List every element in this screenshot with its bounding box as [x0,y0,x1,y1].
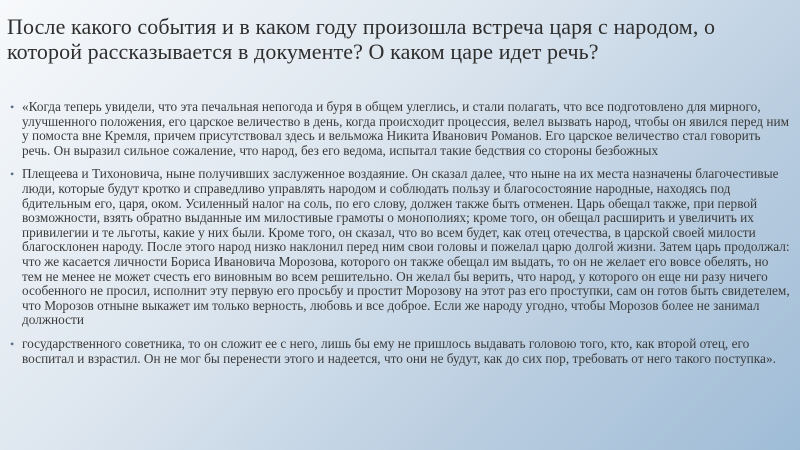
paragraph-text: «Когда теперь увидели, что эта печальная непогода и буря в общем улеглись, и стали полагать, что все подготовлено для мирного, улучшенного положения, его царское величество в день, когда происходит процессия, велел вызвать народ, чтобы он явился перед ним у помоста вне Кремля, причем присутствовал здесь и вельможа Никита Иванович Романов. Его царское величество стал говорить речь. Он выразил сильное сожаление, что народ, без его ведома, испытал такие бедствия со стороны безбожных [22,99,790,158]
paragraph-text: Плещеева и Тихоновича, ныне получивших заслуженное воздаяние. Он сказал далее, что ныне на их места назначены благочестивые люди, которые будут кротко и справедливо управлять народом и соблюдать пользу и благосостояние народные, находясь под бдительным его, царя, оком. Усиленный налог на соль, по его слову, должен также быть отменен. Царь обещал также, при первой возможности, взять обратно выданные им милостивые грамоты о монополиях; кроме того, он обещал расширить и увеличить их привилегии и те льготы, какие у них были. Кроме того, он сказал, что во всем будет, как отец отечества, в царской своей милости благосклонен народу. После этого народ низко наклонил перед ним свои головы и пожелал царю долгой жизни. Затем царь продолжал: что же касается личности Бориса Ивановича Морозова, которого он также обещал им выдать, то он не желает его вовсе обелять, но тем не менее не может счесть его виновным во всем решительно. Он желал бы верить, что народ, у которого он еще ни разу ничего особенного не просил, исполнит эту первую его просьбу и простит Морозову на этот раз его проступки, сам он готов быть свидетелем, что Морозов отныне выкажет им только верность, любовь и все доброе. Если же народу угодно, чтобы Морозов более не занимал должности [22,166,790,328]
paragraph-text: государственного советника, то он сложит ее с него, лишь бы ему не пришлось выдавать головою того, кто, как второй отец, его воспитал и взрастил. Он не мог бы перенести этого и надеется, что они не будут, как до сих пор, требовать от него такого поступка». [22,335,776,366]
slide-body-list [12,100,790,375]
slide-title: После какого события и в каком году произошла встреча царя с народом, о которой рассказывается в документе? О каком царе идет речь? [7,14,716,64]
bullet-icon: • [10,336,15,351]
list-item [12,337,790,366]
list-item [12,100,790,158]
bullet-icon: • [10,167,15,182]
bullet-icon: • [10,100,15,114]
list-item [12,167,790,328]
